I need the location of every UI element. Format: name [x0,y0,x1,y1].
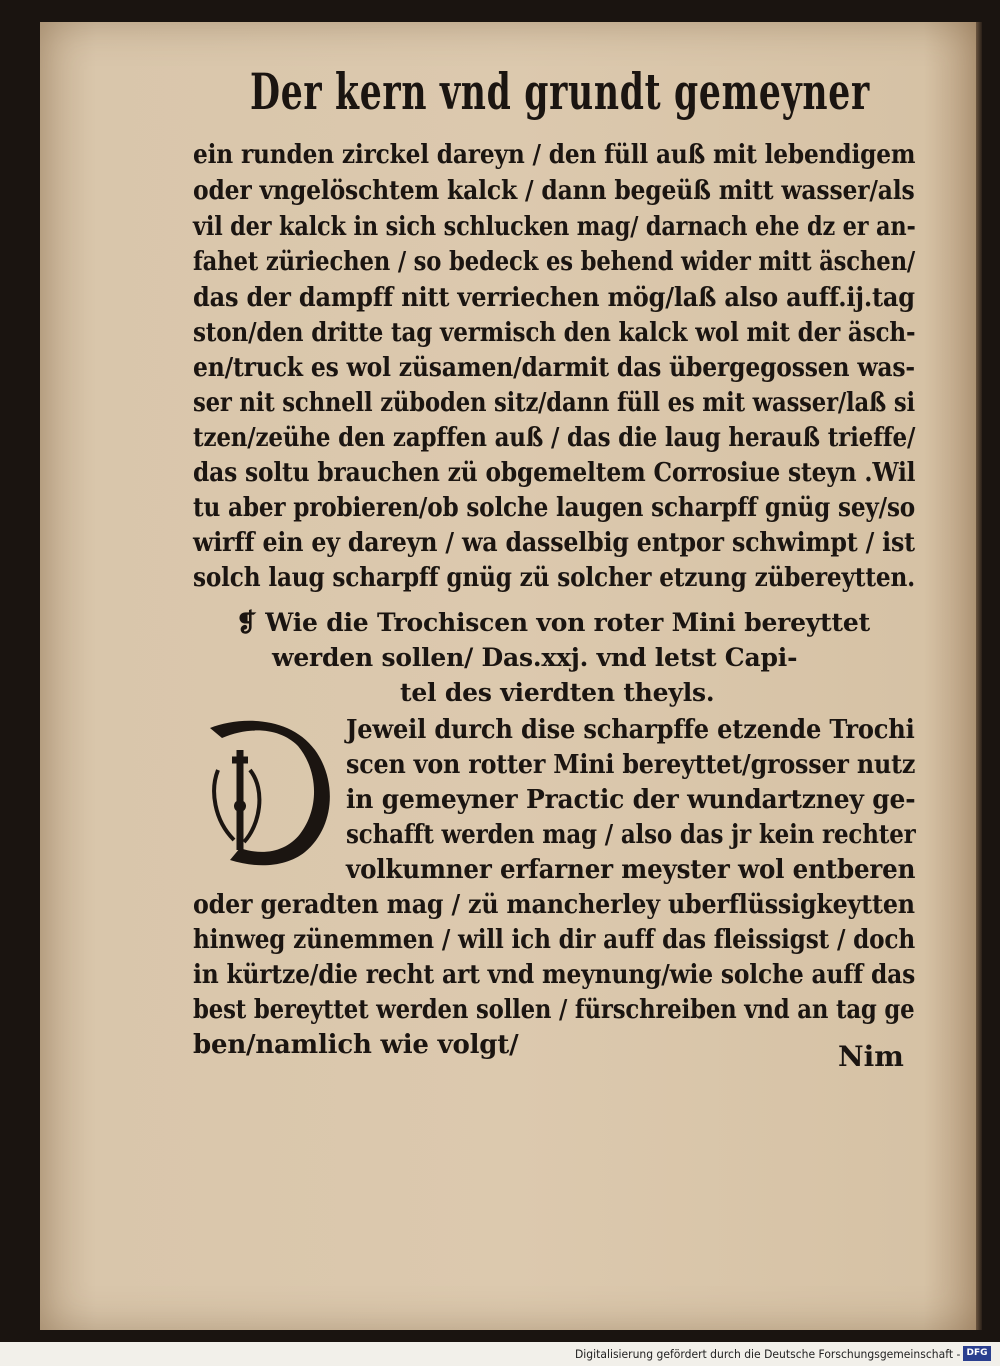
page-edge [976,22,982,1330]
body-line: oder vngelöschtem kalck / dann begeüß mitt wasser/als [193,176,915,206]
body-line: fahet züriechen / so bedeck es behend wider mitt äschen/ [193,247,916,277]
chapter-line: volkumner erfarner meyster wol entberen [346,855,916,885]
catchword: Nim [838,1040,904,1073]
chapter-line: oder geradten mag / zü mancherley uberflüssigkeytten [193,890,915,920]
body-line: das der dampff nitt verriechen mög/laß also auff.ij.tag [193,283,915,313]
chapter-line: Jeweil durch dise scharpffe etzende Trochi [346,715,915,745]
body-line: solch laug scharpff gnüg zü solcher etzung zübereytten. [193,563,916,593]
body-line: ser nit schnell züboden sitz/dann füll es mit wasser/laß si [193,388,915,418]
chapter-line: schafft werden mag / also das jr kein rechter [346,820,916,850]
decorated-initial-d [200,710,340,870]
body-line: tzen/zeühe den zapffen auß / das die laug herauß trieffe/ [193,423,916,453]
body-line: ein runden zirckel dareyn / den füll auß mit lebendigem [193,140,916,170]
chapter-line: ben/namlich wie volgt/ [193,1030,519,1060]
chapter-line: in kürtze/die recht art vnd meynung/wie solche auff das [193,960,916,990]
digitization-credit: Digitalisierung gefördert durch die Deutsche Forschungsgemeinschaft - [575,1347,961,1361]
chapter-heading-line: tel des vierdten theyls. [400,678,715,707]
chapter-heading-line: werden sollen/ Das.xxj. vnd letst Capi- [272,643,798,672]
chapter-heading-line: ❡ Wie die Trochiscen von roter Mini bereyttet [236,608,870,637]
body-line: en/truck es wol züsamen/darmit das übergegossen was- [193,353,915,383]
chapter-line: in gemeyner Practic der wundartzney ge- [346,785,916,815]
body-line: ston/den dritte tag vermisch den kalck wol mit der äsch- [193,318,916,348]
running-head: Der kern vnd grundt gemeyner [250,62,870,121]
body-line: das soltu brauchen zü obgemeltem Corrosiue steyn .Wil [193,458,916,488]
dfg-logo: DFG [963,1346,991,1361]
chapter-line: scen von rotter Mini bereyttet/grosser nutz [346,750,916,780]
body-line: tu aber probieren/ob solche laugen scharpff gnüg sey/so [193,493,916,523]
chapter-line: best bereyttet werden sollen / fürschreiben vnd an tag ge [193,995,915,1025]
chapter-line: hinweg zünemmen / will ich dir auff das fleissigst / doch [193,925,916,955]
body-line: wirff ein ey dareyn / wa dasselbig entpor schwimpt / ist [193,528,915,558]
initial-letter: D [200,710,201,711]
body-line: vil der kalck in sich schlucken mag/ darnach ehe dz er an- [193,212,916,242]
